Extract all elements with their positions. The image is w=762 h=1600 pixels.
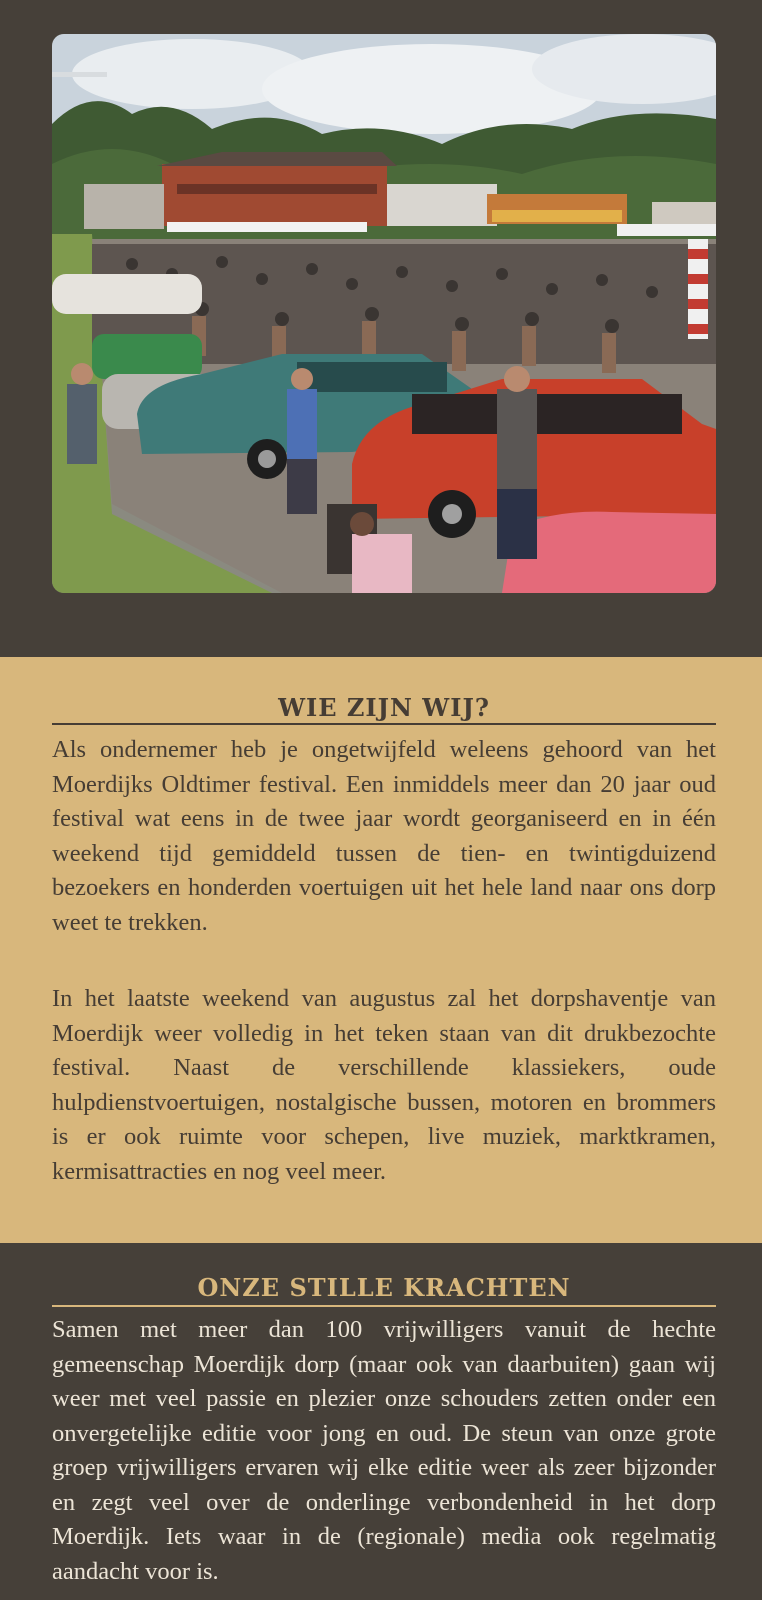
section-volunteers-paragraph-1: Samen met meer dan 100 vrijwilligers vanuit de hechte gemeenschap Moerdijk dorp (maar ook van daarbuiten) gaan wij weer met veel passie en plezier onze schouders zetten onder een onvergetelijke editie voor jong en oud. De steun van onze grote groep vrijwilligers ervaren wij elke editie weer als zeer bijzonder en zegt veel over de onderlinge verbondenheid in het dorp Moerdijk. Iets waar in de (regionale) media ook regelmatig aandacht voor is. [52,1316,716,1585]
top-band [0,0,762,657]
section-about-paragraph-2: In het laatste weekend van augustus zal het dorpshaventje van Moerdijk weer volledig in het teken staan van dit drukbezochte festival. Naast de verschillende klassiekers, oude hulpdienstvoertuigen, nostalgische bussen, motoren en brommers is er ook ruimte voor schepen, live muziek, marktkramen, kermisattracties en nog veel meer. [52,985,716,1185]
festival-photo [52,34,716,593]
section-volunteers [0,1243,762,1600]
section-about-heading: WIE ZIJN WIJ? [278,693,490,722]
section-volunteers-rule [52,1305,716,1307]
section-about-paragraph-1: Als ondernemer heb je ongetwijfeld weleens gehoord van het Moerdijks Oldtimer festival. Een inmiddels meer dan 20 jaar oud festival wat eens in de twee jaar wordt georganiseerd en in één weekend tijd gemiddeld tussen de tien- en twintigduizend bezoekers en honderden voertuigen uit het hele land naar ons dorp weet te trekken. [52,736,716,936]
section-about [0,657,762,1243]
section-volunteers-heading: ONZE STILLE KRACHTEN [197,1273,571,1302]
section-about-rule [52,723,716,725]
